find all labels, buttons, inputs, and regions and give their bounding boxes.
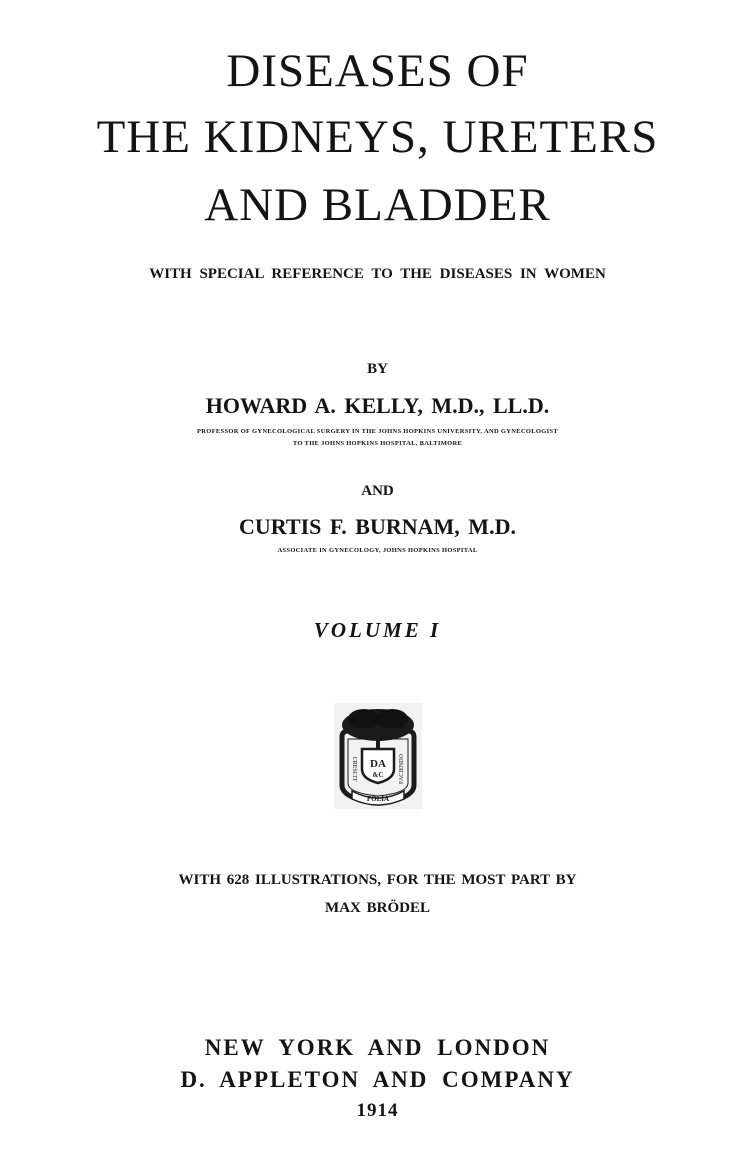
author-1-affiliation (0, 426, 755, 450)
svg-text:DA: DA (370, 758, 386, 770)
author-2-name: CURTIS F. BURNAM, M.D. (239, 514, 516, 539)
author-1-affiliation-line-1: PROFESSOR OF GYNECOLOGICAL SURGERY IN THE JOHNS HOPKINS UNIVERSITY, AND GYNECOLOGIST (197, 428, 558, 435)
title-line-1: DISEASES OF (226, 45, 529, 97)
title-line-3: AND BLADDER (204, 179, 551, 231)
illustrations-line-2: MAX BRÖDEL (325, 900, 430, 916)
illustrations-line-1: WITH 628 ILLUSTRATIONS, FOR THE MOST PART BY (178, 872, 577, 888)
title-line-2: THE KIDNEYS, URETERS (96, 111, 659, 163)
subtitle: WITH SPECIAL REFERENCE TO THE DISEASES IN WOMEN (149, 266, 606, 282)
author-1-affiliation-line-2: TO THE JOHNS HOPKINS HOSPITAL, BALTIMORE (292, 440, 463, 447)
publisher-seal-icon (334, 703, 422, 809)
and-label: AND (361, 483, 394, 499)
author-2-affiliation: ASSOCIATE IN GYNECOLOGY, JOHNS HOPKINS HOSPITAL (277, 547, 478, 554)
publisher-name: D. APPLETON AND COMPANY (180, 1067, 575, 1092)
author-1-name: HOWARD A. KELLY, M.D., LL.D. (205, 393, 550, 418)
seal-graphic (334, 703, 422, 809)
svg-text:CRESCIT: CRESCIT (351, 756, 357, 782)
volume-label: VOLUME I (313, 618, 442, 642)
publication-year: 1914 (356, 1100, 399, 1121)
svg-text:FACIENDO: FACIENDO (399, 754, 405, 784)
by-label: BY (367, 361, 388, 377)
publisher-location: NEW YORK AND LONDON (204, 1035, 551, 1060)
svg-text:&C: &C (372, 771, 384, 779)
svg-text:FOLIA: FOLIA (366, 795, 390, 803)
